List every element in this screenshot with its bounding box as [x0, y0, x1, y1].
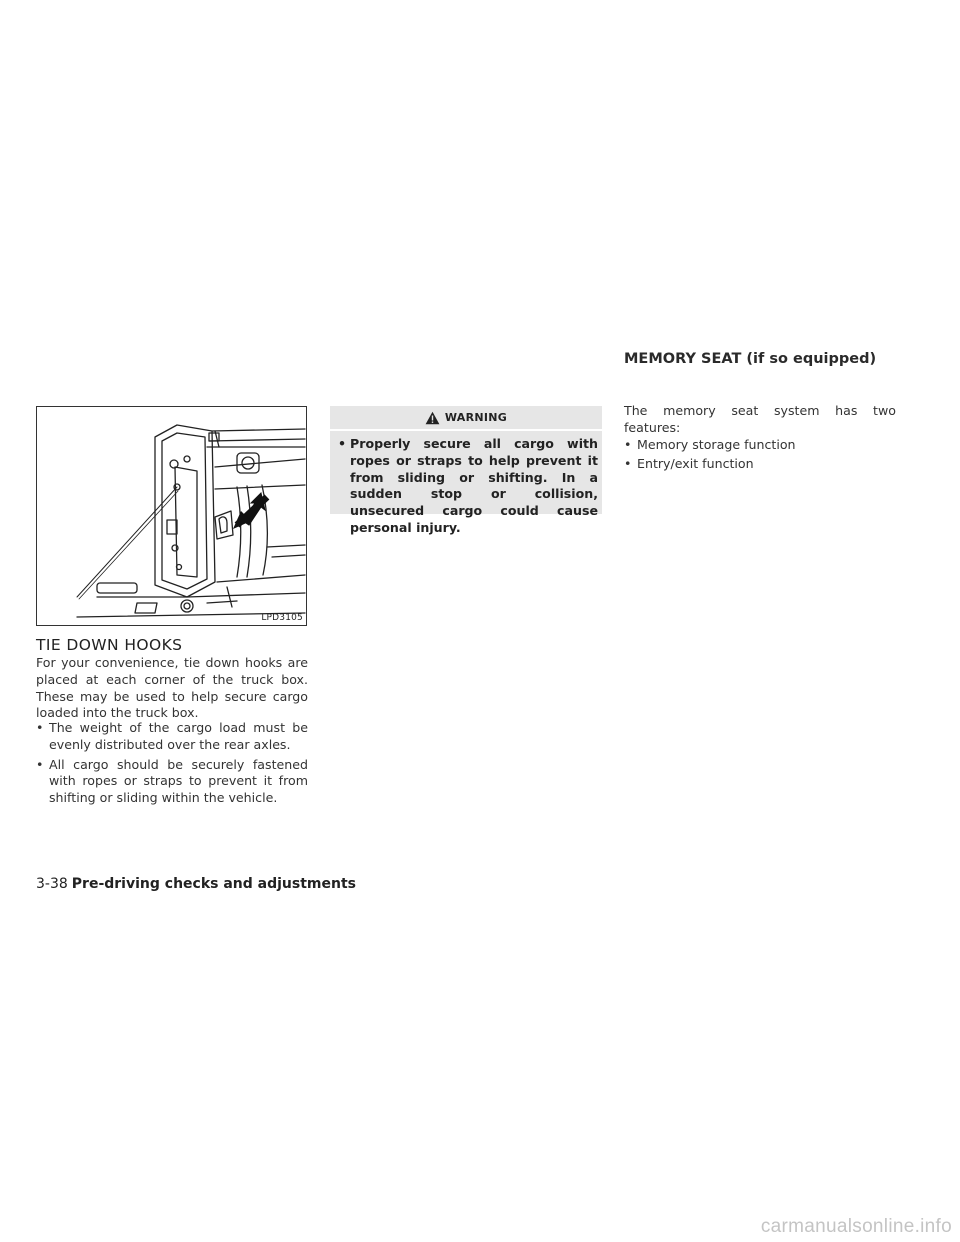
section-title: Pre-driving checks and adjustments [71, 876, 356, 892]
warning-header [330, 406, 602, 431]
page-number: 3-38 [36, 876, 68, 892]
tie-down-bullet-list [36, 720, 308, 810]
page-footer [36, 876, 356, 892]
section-heading-tie-down-hooks: TIE DOWN HOOKS [36, 636, 183, 654]
watermark: carmanualsonline.info [760, 1216, 952, 1237]
warning-box [330, 406, 602, 535]
truck-bed-illustration [37, 407, 306, 625]
truck-bed-figure [36, 406, 307, 626]
list-item: • Entry/exit function [624, 456, 896, 473]
list-item: • The weight of the cargo load must be evenly distributed over the rear axles. [36, 720, 308, 754]
warning-title: WARNING [444, 411, 508, 424]
section-heading-memory-seat: MEMORY SEAT (if so equipped) [624, 351, 877, 367]
memory-seat-paragraph: The memory seat system has two features: [624, 403, 896, 435]
figure-label: LPD3105 [261, 613, 303, 623]
list-item: • Properly secure all cargo with ropes or straps to help prevent it from sliding or shifting. In a sudden stop or collision, unsecured cargo could cause personal injury. [338, 436, 598, 537]
list-item: • Memory storage function [624, 437, 896, 454]
warning-list [338, 436, 598, 537]
tie-down-paragraph: For your convenience, tie down hooks are placed at each corner of the truck box. These may be used to help secure cargo loaded into the truck box. [36, 655, 308, 721]
memory-seat-feature-list [624, 437, 896, 475]
list-item: • All cargo should be securely fastened with ropes or straps to prevent it from shifting or sliding within the vehicle. [36, 757, 308, 807]
warning-triangle-icon [425, 411, 440, 425]
